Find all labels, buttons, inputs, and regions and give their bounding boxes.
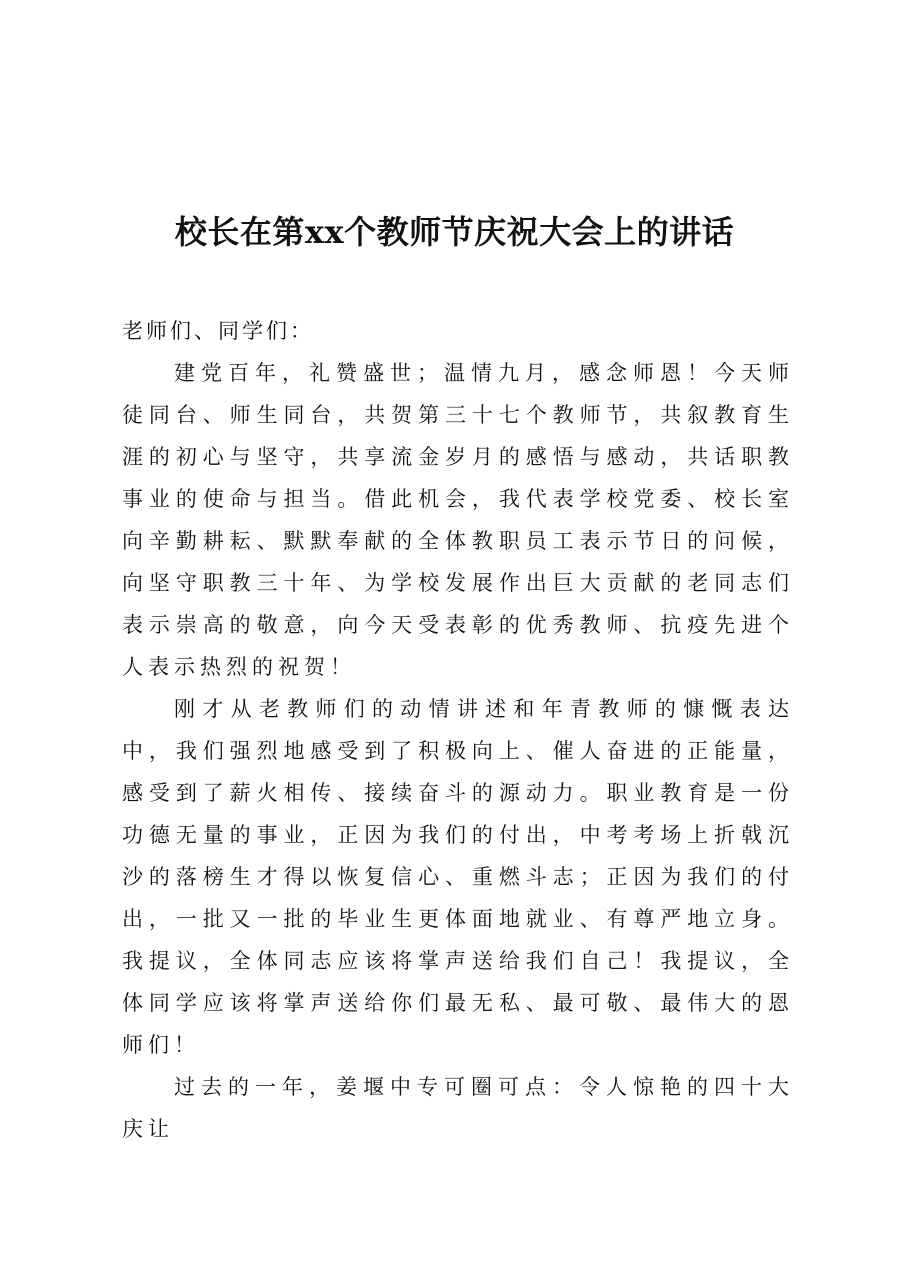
document-body: [122, 310, 794, 1150]
salutation: 老师们、同学们：: [122, 319, 314, 343]
paragraph-1: 建党百年，礼赞盛世；温情九月，感念师恩！今天师徒同台、师生同台，共贺第三十七个教师节，共叙教育生涯的初心与坚守，共享流金岁月的感悟与感动，共话职教事业的使命与担当。借此机会，我代表学校党委、校长室向辛勤耕耘、默默奉献的全体教职员工表示节日的问候，向坚守职教三十年、为学校发展作出巨大贡献的老同志们表示崇高的敬意，向今天受表彰的优秀教师、抗疫先进个人表示热烈的祝贺！: [122, 361, 794, 679]
paragraph-2: 刚才从老教师们的动情讲述和年青教师的慷慨表达中，我们强烈地感受到了积极向上、催人奋进的正能量，感受到了薪火相传、接续奋斗的源动力。职业教育是一份功德无量的事业，正因为我们的付出，中考考场上折戟沉沙的落榜生才得以恢复信心、重燃斗志；正因为我们的付出，一批又一批的毕业生更体面地就业、有尊严地立身。我提议，全体同志应该将掌声送给我们自己！我提议，全体同学应该将掌声送给你们最无私、最可敬、最伟大的恩师们！: [122, 697, 794, 1057]
document-title: 校长在第xx个教师节庆祝大会上的讲话: [174, 213, 735, 251]
paragraph-3: 过去的一年，姜堰中专可圈可点：令人惊艳的四十大庆让: [122, 1075, 794, 1141]
